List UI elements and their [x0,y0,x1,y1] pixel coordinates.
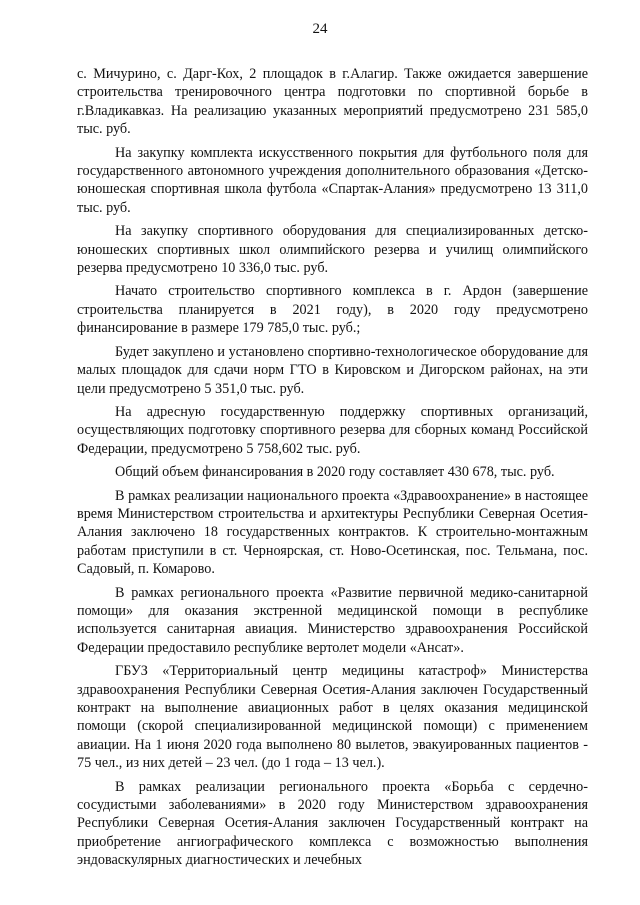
paragraph: В рамках регионального проекта «Развитие первичной медико-санитарной помощи» для оказания экстренной медицинской помощи в республике используется санитарная авиация. Министерство здравоохранения Российской Федерации предоставило республике вертолет модели «Ансат». [77,584,588,656]
paragraph: Общий объем финансирования в 2020 году составляет 430 678, тыс. руб. [115,464,555,481]
page-number: 24 [312,21,328,37]
paragraph: На адресную государственную поддержку спортивных организаций, осуществляющих подготовку спортивного резерва для сборных команд Российской Федерации, предусмотрено 5 758,602 тыс. руб. [77,403,588,457]
paragraph: В рамках реализации регионального проекта «Борьба с сердечно-сосудистыми заболеваниями» в 2020 году Министерством здравоохранения Республики Северная Осетия-Алания заключен Государственный контракт на приобретение ангиографического комплекса с возможностью выполнения эндоваскулярных диагностических и лечебных [77,778,588,869]
paragraph: В рамках реализации национального проекта «Здравоохранение» в настоящее время Министерством строительства и архитектуры Республики Северная Осетия-Алания заключено 18 государственных контрактов. К строительно-монтажным работам приступили в ст. Черноярская, ст. Ново-Осетинская, пос. Тельмана, пос. Садовый, п. Комарово. [77,487,588,578]
paragraph: Начато строительство спортивного комплекса в г. Ардон (завершение строительства планируется в 2021 году), в 2020 году предусмотрено финансирование в размере 179 785,0 тыс. руб.; [77,283,588,337]
document-body [77,65,588,875]
paragraph: На закупку комплекта искусственного покрытия для футбольного поля для государственного автономного учреждения дополнительного образования «Детско-юношеская спортивная школа футбола «Спартак-Алания» предусмотрено 13 311,0 тыс. руб. [77,144,588,216]
paragraph: с. Мичурино, с. Дарг-Кох, 2 площадок в г.Алагир. Также ожидается завершение строительства тренировочного центра подготовки по спортивной борьбе в г.Владикавказ. На реализацию указанных мероприятий предусмотрено 231 585,0 тыс. руб. [77,66,588,138]
paragraph: ГБУЗ «Территориальный центр медицины катастроф» Министерства здравоохранения Республики Северная Осетия-Алания заключен Государственный контракт на выполнение авиационных работ в целях оказания медицинской помощи (скорой специализированной медицинской помощи) с применением авиации. На 1 июня 2020 года выполнено 80 вылетов, эвакуированных пациентов - 75 чел., из них детей – 23 чел. (до 1 года – 13 чел.). [77,663,588,772]
paragraph: На закупку спортивного оборудования для специализированных детско-юношеских спортивных школ олимпийского резерва и училищ олимпийского резерва предусмотрено 10 336,0 тыс. руб. [77,223,588,277]
paragraph: Будет закуплено и установлено спортивно-технологическое оборудование для малых площадок для сдачи норм ГТО в Кировском и Дигорском районах, на эти цели предусмотрено 5 351,0 тыс. руб. [77,343,588,397]
